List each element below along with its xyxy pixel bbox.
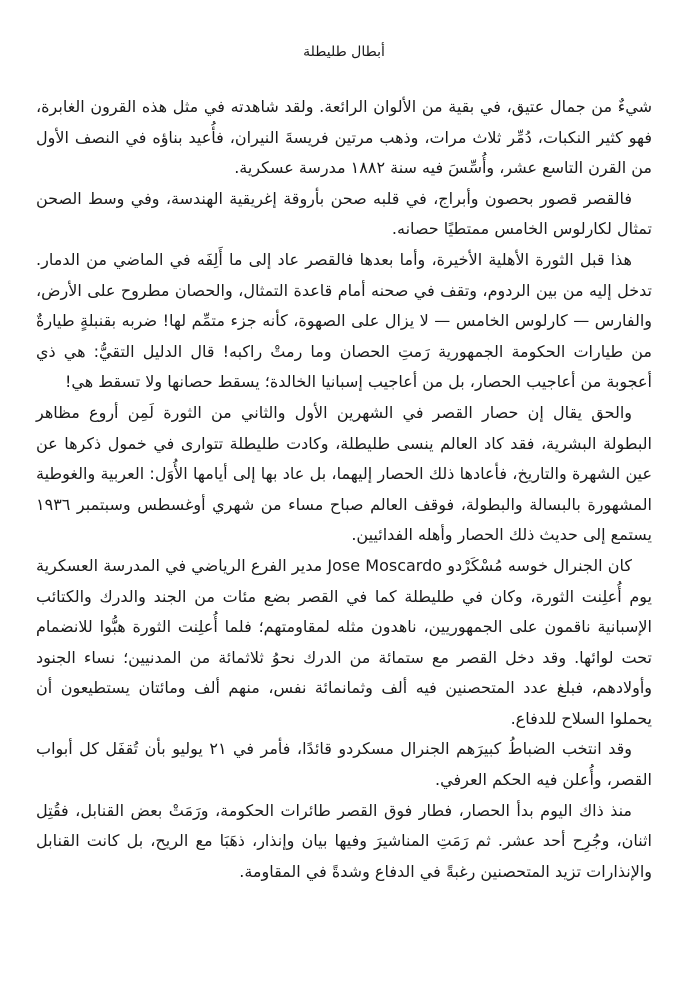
paragraph: فالقصر قصور بحصون وأبراج، في قلبه صحن بأروقة إغريقية الهندسة، وفي وسط الصحن تمثال لكارلوس الخامس ممتطيًا حصانه. xyxy=(36,188,652,239)
paragraph: منذ ذاك اليوم بدأ الحصار، فطار فوق القصر طائرات الحكومة، ورَمَتْ بعض القنابل، فقُتِل اثنان، وجُرِح أحد عشر. ثم رَمَتِ المناشيرَ وفيها بيان وإنذار، ذهَبَا مع الريح، بل كانت القنابل والإنذارات تزيد المتحصنين رغبةً في الدفاع وشدةً في المقاومة. xyxy=(36,800,652,881)
paragraph: هذا قبل الثورة الأهلية الأخيرة، وأما بعدها فالقصر عاد إلى ما أَلِفَه في الماضي من الدمار. تدخل إليه من بين الردوم، وتقف في صحنه أمام قاعدة التمثال، والحصان مطروح على الأرض، والفارس — كارلوس الخامس — لا يزال على الصهوة، كأنه جزء متمِّم لها! ضربه بقنبلةٍ طيارةٌ من طيارات الحكومة الجمهورية رَمتِ الحصان وما رمتْ راكبه! قال الدليل التقيُّ: هي ذي أعجوبة من أعاجيب الحصار، بل من أعاجيب إسبانيا الخالدة؛ يسقط حصانها ولا تسقط هي! xyxy=(36,249,652,392)
paragraph: والحق يقال إن حصار القصر في الشهرين الأول والثاني من الثورة لَمِن أروع مظاهر البطولة البشرية، فقد كاد العالم ينسى طليطلة، وكادت طليطلة تتوارى في خمول ذكرها عن عين الشهرة والتاريخ، فأعادها ذلك الحصار إليهما، بل عاد بها إلى أيامها الأُوَل: العربية والغوطية المشهورة بالبسالة والبطولة، فوقف العالم صباح مساء من شهري أوغسطس وسبتمبر ١٩٣٦ يستمع إلى حديث ذلك الحصار وأهله الفدائيين. xyxy=(36,402,652,545)
paragraph: وقد انتخب الضباطُ كبيرَهم الجنرال مسكردو قائدًا، فأمر في ٢١ يوليو بأن تُقفَل كل أبواب القصر، وأُعلن فيه الحكم العرفي. xyxy=(36,739,652,790)
body-text xyxy=(36,92,652,887)
paragraph: كان الجنرال خوسه مُسْكَرْدو Jose Moscardo مدير الفرع الرياضي في المدرسة العسكرية يوم أُعلِنت الثورة، وكان في طليطلة كما في القصر بضع مئات من الجند والدرك والكتائب الإسبانية ناقمون على الجمهوريين، ناهدون مثله لمقاومتهم؛ فلما أُعلِنت الثورة هبُّوا للانضمام تحت لوائها. وقد دخل القصر مع ستمائة من الدرك نحوُ ثلاثمائة من المدنيين؛ نساء الجنود وأولادهم، فبلغ عدد المتحصنين فيه ألف وثمانمائة نفس، منهم ألف ومائتان يستطيعون أن يحملوا السلاح للدفاع. xyxy=(36,555,652,728)
paragraph-continuation: شيءٌ من جمال عتيق، في بقية من الألوان الرائعة. ولقد شاهدته في مثل هذه القرون الغابرة، فهو كثير النكبات، دُمِّر ثلاث مرات، وذهب مرتين فريسةَ النيران، فأُعيد بناؤه في النصف الأول من القرن التاسع عشر، وأُسِّسَ فيه سنة ١٨٨٢ مدرسة عسكرية. xyxy=(36,97,652,178)
running-header-title: أبطال طليطلة xyxy=(303,44,385,60)
